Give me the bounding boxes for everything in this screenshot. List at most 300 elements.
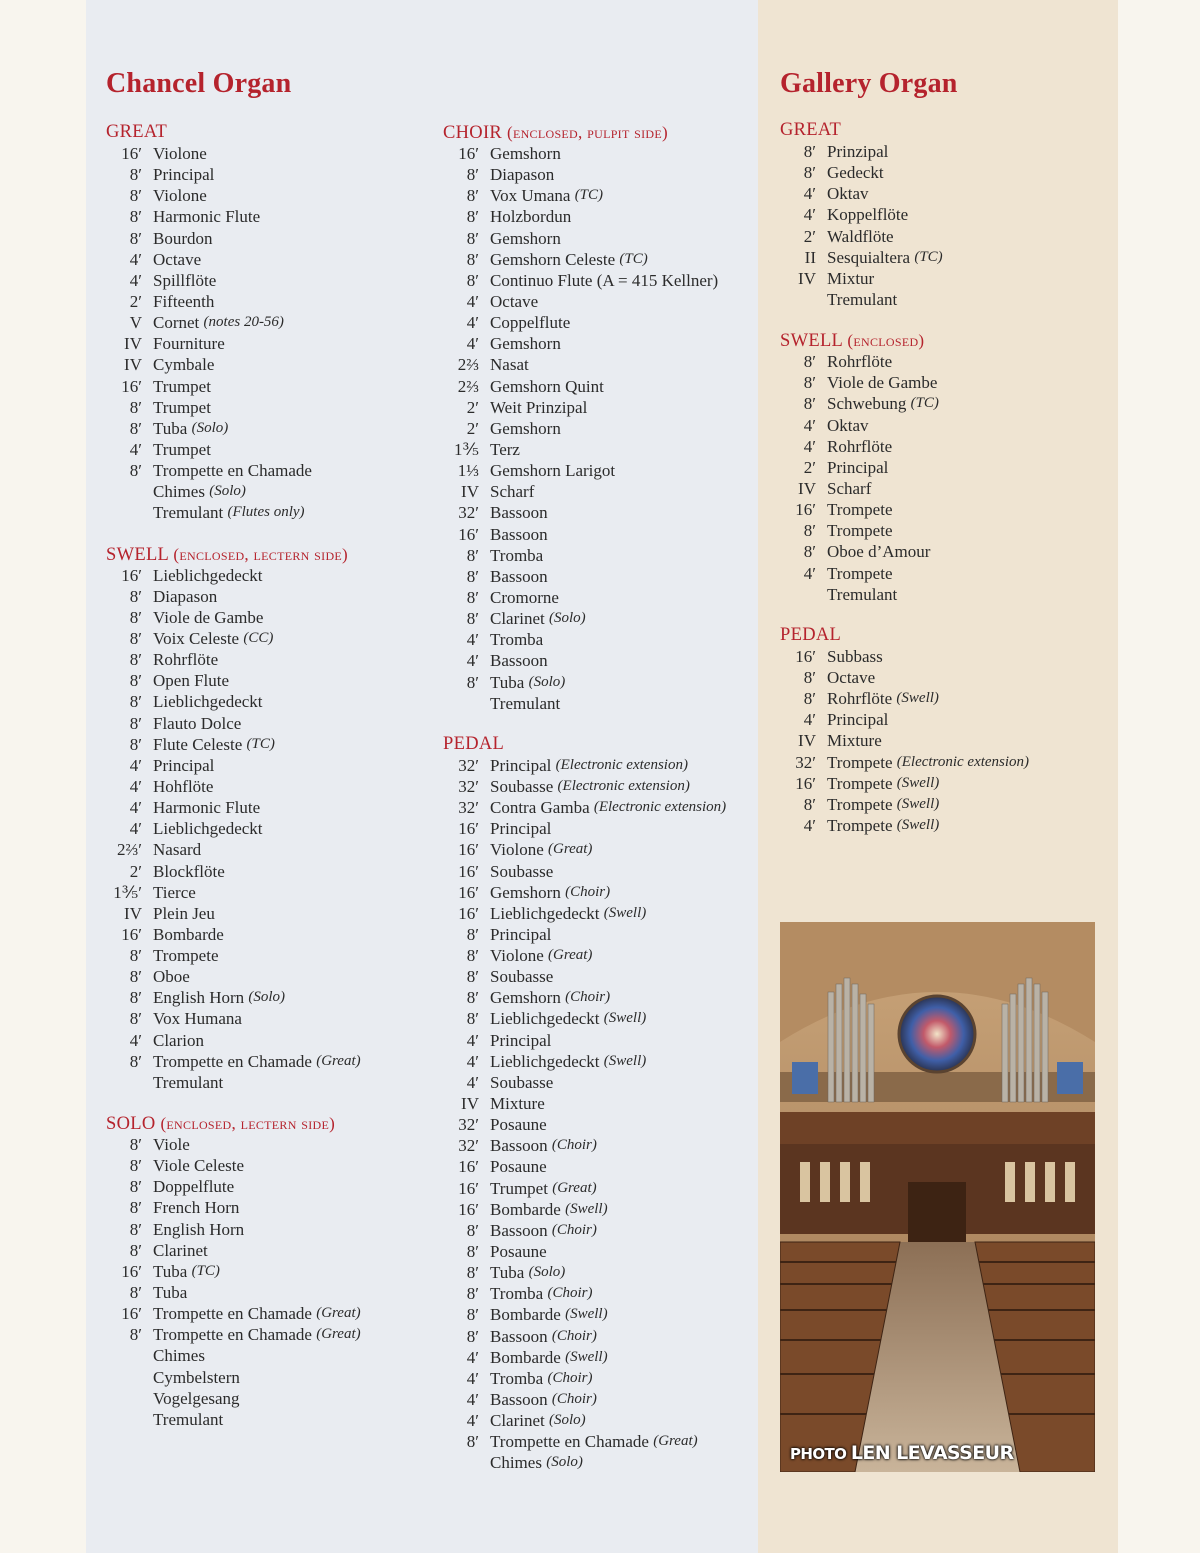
stop-row [106,903,361,924]
stop-pitch: 1⅓ [457,461,479,481]
stop-pitch: IV [798,731,816,751]
chancel-column-right [443,122,726,1494]
stop-row [106,861,361,882]
stop-row [780,730,1029,751]
stop-pitch: 2′ [466,418,479,438]
stop-pitch: 1⅗′ [113,882,142,902]
division-swell [106,544,361,1094]
stop-row [106,691,361,712]
stop-name: Holzbordun [490,207,572,227]
stop-row [443,333,726,354]
stop-row [443,818,726,839]
stop-name: Trumpet [153,397,211,417]
stop-name: Harmonic Flute [153,207,261,227]
stop-name: Posaune [490,1157,547,1177]
stop-row [106,1008,361,1029]
stop-name: Contra Gamba [490,798,590,818]
stop-note: (Choir) [551,1221,597,1238]
stop-row [106,797,361,818]
stop-row [106,270,361,291]
stop-row [106,1345,361,1366]
stop-name: Trompete [827,563,893,583]
stop-pitch: 4′ [466,630,479,650]
stop-pitch: 8′ [466,609,479,629]
stop-pitch: 8′ [803,394,816,414]
stop-pitch: 8′ [129,988,142,1008]
stop-pitch: 32′ [458,776,479,796]
stop-row [780,584,1029,605]
stop-row [443,1051,726,1072]
stop-name: Nasard [153,840,202,860]
stop-row [106,755,361,776]
stop-name: Plein Jeu [153,903,215,923]
stop-row [780,520,1029,541]
stop-name: Vox Humana [153,1009,242,1029]
stop-note: (Swell) [896,774,940,791]
stop-row [106,607,361,628]
division-heading [780,625,1029,646]
stop-note: (Great) [548,841,593,858]
stop-name: Principal [490,1030,552,1050]
stop-note: (Solo) [191,419,229,436]
stop-pitch: 8′ [466,1432,479,1452]
stop-row [443,797,726,818]
stop-name: Mixture [827,731,882,751]
stop-row [106,882,361,903]
stop-row [443,629,726,650]
stop-name: Cymbale [153,355,215,375]
stop-pitch: 8′ [803,521,816,541]
stop-name: Prinzipal [827,142,889,161]
stop-note: (TC) [619,250,648,267]
stop-pitch: 16′ [121,565,142,585]
stop-name: Bassoon [490,1136,548,1156]
stop-row [443,418,726,439]
stop-name: Violone [153,144,207,163]
stop-row [106,312,361,333]
stop-name: Bassoon [490,1326,548,1346]
stop-row [443,672,726,693]
stop-row [443,460,726,481]
stop-pitch: IV [124,334,142,354]
stop-name: Vox Umana [490,186,571,206]
stop-name: Tromba [490,1368,544,1388]
stop-note: (Swell) [565,1306,608,1323]
stop-row [443,966,726,987]
stop-name: Voix Celeste [153,628,240,648]
stop-row [780,226,1029,247]
stop-name: Continuo Flute (A = 415 Kellner) [490,270,719,290]
stop-name: Bombarde [490,1199,561,1219]
stop-pitch: 4′ [803,563,816,583]
stop-pitch: 8′ [466,186,479,206]
stop-note: (Choir) [547,1369,593,1386]
stop-row [106,818,361,839]
stop-row [106,945,361,966]
stop-name: Blockflöte [153,861,225,881]
stop-pitch: 8′ [129,692,142,712]
stop-pitch: 32′ [458,798,479,818]
stop-row [443,164,726,185]
stop-row [780,289,1029,310]
stop-row [106,333,361,354]
stop-name: Soubasse [490,967,554,987]
stop-name: Rohrflöte [827,689,893,709]
division-heading [443,122,726,143]
division-name: SWELL [106,544,169,565]
stop-pitch: 32′ [458,1136,479,1156]
stop-row [780,162,1029,183]
stop-row [443,987,726,1008]
stop-note: (CC) [243,629,274,646]
stop-row [106,1072,361,1093]
stop-pitch: 4′ [466,1051,479,1071]
stop-name: Trompette en Chamade [153,461,312,481]
stop-row [443,861,726,882]
stop-pitch: 4′ [803,436,816,456]
stop-row [443,945,726,966]
sanctuary-photo [780,922,1095,1472]
stop-note: (Electronic extension) [896,753,1030,770]
stop-pitch: 4′ [129,270,142,290]
stop-pitch: 8′ [129,713,142,733]
stop-row [106,565,361,586]
stop-row [106,1240,361,1261]
stop-pitch [443,1452,490,1473]
stop-row [443,1347,726,1368]
stop-row [106,354,361,375]
stop-name: Viole [153,1135,190,1155]
stop-row [106,185,361,206]
stop-row [443,903,726,924]
stop-pitch: 8′ [466,1263,479,1283]
stop-row [106,1176,361,1197]
stop-name: Open Flute [153,671,230,691]
stop-row [443,1241,726,1262]
stop-name: Flute Celeste [153,734,243,754]
stop-name: Schwebung [827,394,907,414]
stop-pitch: 8′ [466,924,479,944]
stop-row [780,752,1029,773]
stop-note: (Swell) [896,795,940,812]
stop-name: Bourdon [153,228,213,248]
stop-name: Principal [153,165,215,185]
stop-row [780,709,1029,730]
stop-name: Soubasse [490,861,554,881]
stop-pitch: 8′ [129,1177,142,1197]
stop-note: (Solo) [546,1454,583,1471]
division-heading [106,122,361,143]
stop-pitch: 4′ [466,1072,479,1092]
stop-row [780,141,1029,162]
stop-note: (Great) [653,1433,698,1450]
stop-name: Lieblichgedeckt [490,903,600,923]
stop-note: (notes 20-56) [203,314,284,331]
stop-note: (Electronic extension) [593,799,727,816]
stop-row [443,693,726,714]
stop-row [443,228,726,249]
stop-row [443,1452,726,1473]
stop-pitch [106,502,153,523]
stop-row [443,755,726,776]
stop-row [780,457,1029,478]
stop-row [106,670,361,691]
stop-name: Violone [153,186,207,206]
stop-row [443,1304,726,1325]
stop-pitch: 4′ [466,651,479,671]
division-name: GREAT [106,122,168,142]
stop-name: Chimes [490,1453,542,1473]
stop-name: Trompete [827,815,893,835]
stop-name: Bassoon [490,1390,548,1410]
stop-pitch: 4′ [129,798,142,818]
stop-name: Viole Celeste [153,1156,245,1176]
stop-row [443,1135,726,1156]
stop-pitch: 4′ [803,710,816,730]
stop-name: Oboe [153,967,190,987]
stop-row [443,1368,726,1389]
stop-row [106,460,361,481]
stop-row [106,839,361,860]
stop-row [106,206,361,227]
stop-note: (Solo) [549,1412,586,1429]
stop-name: Cymbelstern [153,1367,240,1387]
stop-name: Gedeckt [827,163,884,183]
stop-row [443,1283,726,1304]
stop-row [106,1261,361,1282]
stop-note: (TC) [910,395,939,412]
stop-name: Diapason [153,586,218,606]
stop-row [443,270,726,291]
stop-note: (Swell) [565,1348,608,1365]
stop-pitch: 32′ [458,755,479,775]
stop-row [106,1051,361,1072]
stop-name: Subbass [827,646,883,666]
stop-row [106,1197,361,1218]
stop-row [106,649,361,670]
stop-pitch: 8′ [466,545,479,565]
stop-row [106,249,361,270]
stop-name: Harmonic Flute [153,798,261,818]
stop-pitch: 8′ [466,1009,479,1029]
division-note: (enclosed, lectern side) [173,544,349,564]
photo-credit-name: LEN LEVASSEUR [850,1442,1014,1464]
stop-note: (Solo) [528,673,566,690]
stop-name: Hohflöte [153,776,214,796]
stop-name: Scharf [490,482,535,502]
stop-pitch: 8′ [466,946,479,966]
stop-name: French Horn [153,1198,240,1218]
stop-pitch: 16′ [795,646,816,666]
stop-row [443,566,726,587]
division-great [106,122,361,524]
stop-row [780,563,1029,584]
stop-name: Trumpet [153,376,211,396]
stop-note: (Swell) [603,1010,647,1027]
stop-pitch: 8′ [803,542,816,562]
stop-row [106,291,361,312]
stop-row [106,143,361,164]
stop-row [443,439,726,460]
stop-note: (TC) [914,248,943,265]
stop-row [106,418,361,439]
stop-pitch: II [804,247,816,267]
stop-note: (Flutes only) [227,504,305,521]
stop-row [106,376,361,397]
stop-name: Mixtur [827,268,875,288]
stop-row [780,667,1029,688]
stop-pitch: 16′ [458,144,479,163]
division-pedal [443,734,726,1474]
stop-name: Tuba [153,418,188,438]
stop-name: Principal [827,457,889,477]
stop-name: Tremulant [153,1072,224,1092]
stop-pitch: 2⅔′ [117,840,142,860]
stop-row [106,397,361,418]
stop-name: Koppelflöte [827,205,909,225]
stop-pitch: 8′ [129,1009,142,1029]
stop-pitch: 16′ [121,1261,142,1281]
stop-name: Tuba [153,1261,188,1281]
stop-row [780,204,1029,225]
stop-row [780,183,1029,204]
stop-pitch: 8′ [466,165,479,185]
stop-pitch: 8′ [129,1240,142,1260]
stop-pitch: 8′ [129,650,142,670]
division-note: (enclosed, lectern side) [160,1114,336,1134]
stop-name: Gemshorn [490,988,561,1008]
stop-row [443,1030,726,1051]
stop-pitch: IV [798,478,816,498]
stop-row [443,312,726,333]
stop-pitch: 8′ [466,1284,479,1304]
stop-pitch: 2⅔ [457,376,479,396]
stop-pitch: 16′ [458,1199,479,1219]
division-heading [106,1113,361,1134]
stop-name: Gemshorn [490,334,561,354]
stop-pitch: 8′ [129,586,142,606]
stop-name: Gemshorn Celeste [490,249,616,269]
stop-note: (Great) [316,1326,361,1343]
stop-pitch: 2′ [129,861,142,881]
stop-pitch [780,584,827,605]
stop-name: Chimes [153,482,205,502]
stop-row [780,372,1029,393]
stop-pitch: 8′ [129,671,142,691]
stop-pitch: 32′ [458,1115,479,1135]
stop-name: Fifteenth [153,291,215,311]
stop-note: (Great) [316,1305,361,1322]
stop-pitch: 2′ [803,457,816,477]
stop-pitch: 8′ [803,163,816,183]
stop-name: Oktav [827,184,869,204]
stop-pitch: 8′ [129,1198,142,1218]
stop-pitch: 8′ [129,207,142,227]
stop-pitch: 8′ [466,672,479,692]
stop-row [106,1134,361,1155]
stop-note: (Electronic extension) [555,756,688,773]
stop-pitch: 4′ [803,415,816,435]
stop-name: Principal [153,755,215,775]
stop-pitch: 2′ [466,397,479,417]
stop-row [106,1155,361,1176]
stop-note: (Great) [316,1052,361,1069]
stop-note: (Solo) [549,610,586,627]
stop-name: Cornet [153,313,200,333]
stop-name: Tromba [490,630,544,650]
stop-pitch: 16′ [121,924,142,944]
stop-pitch: 8′ [466,249,479,269]
stop-name: Lieblichgedeckt [490,1051,600,1071]
stop-row [106,586,361,607]
stop-name: Bassoon [490,1220,548,1240]
stop-note: (Solo) [248,989,286,1006]
stop-note: (Electronic extension) [557,777,690,794]
stop-name: Scharf [827,478,872,498]
stop-name: Cromorne [490,587,559,607]
stop-name: Waldflöte [827,226,894,246]
stop-row [443,524,726,545]
stop-pitch: 4′ [466,1347,479,1367]
stop-name: Octave [153,249,202,269]
stop-row [443,249,726,270]
stop-pitch: 8′ [129,186,142,206]
stop-row [780,478,1029,499]
stop-pitch: 8′ [129,628,142,648]
stop-pitch: 4′ [466,291,479,311]
division-heading [780,120,1029,141]
stop-pitch: 4′ [466,313,479,333]
division-name: PEDAL [443,733,505,754]
stop-name: Octave [490,291,539,311]
stop-pitch: 32′ [458,503,479,523]
stop-name: Nasat [490,355,529,375]
stop-pitch: 1⅗ [454,439,479,459]
stop-note: (Choir) [565,883,611,900]
stop-row [443,587,726,608]
stop-pitch: 16′ [458,524,479,544]
stop-pitch: 16′ [458,819,479,839]
stop-name: Bassoon [490,524,548,544]
stop-pitch: 8′ [129,734,142,754]
stop-row [106,1219,361,1240]
stop-pitch: 4′ [129,439,142,459]
stop-pitch: 4′ [803,184,816,204]
stop-row [106,924,361,945]
stop-name: Trumpet [153,439,211,459]
stop-pitch: 4′ [466,334,479,354]
stop-name: Lieblichgedeckt [153,565,263,585]
stop-row [106,628,361,649]
stop-row [780,247,1029,268]
stop-name: Gemshorn [490,228,561,248]
stop-name: Viole de Gambe [153,607,264,627]
stop-row [443,206,726,227]
photo-credit-prefix: PHOTO [790,1445,847,1463]
stop-name: Trompette en Chamade [153,1051,312,1071]
stop-row [443,545,726,566]
stop-pitch: 16′ [458,1178,479,1198]
stop-row [106,966,361,987]
stop-name: Trumpet [490,1178,548,1198]
stop-name: Lieblichgedeckt [153,819,263,839]
stop-name: Diapason [490,165,555,185]
division-swell [780,330,1029,605]
gallery-organ-title: Gallery Organ [780,68,958,99]
stop-name: Gemshorn [490,418,561,438]
stop-row [780,499,1029,520]
stop-pitch: 8′ [803,794,816,814]
